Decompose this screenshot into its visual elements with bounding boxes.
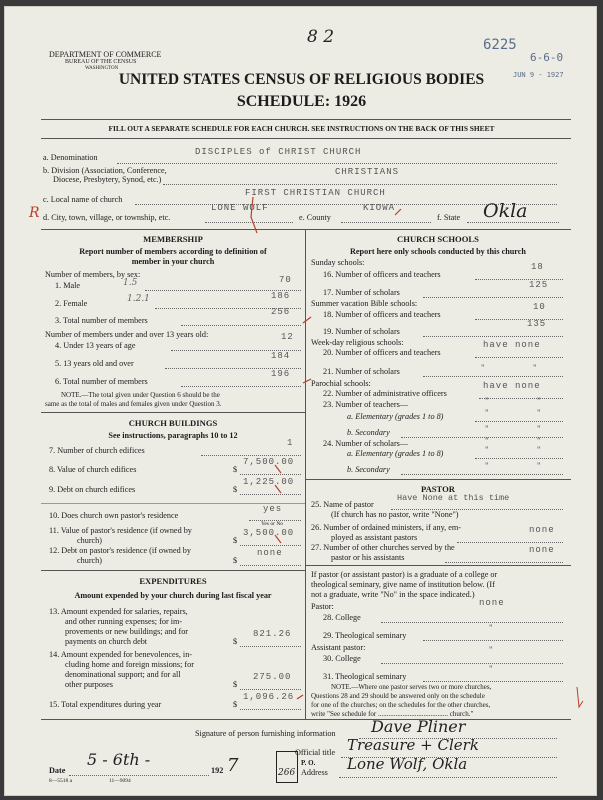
q17-label: 17. Number of scholars bbox=[323, 288, 400, 297]
members-by-age-label: Number of members under and over 13 years old: bbox=[45, 330, 209, 339]
q30-label: 30. College bbox=[323, 654, 361, 663]
q8-value-label: 8. Value of church edifices bbox=[49, 465, 137, 474]
po-address-label: Address bbox=[301, 768, 328, 777]
q1-male-label: 1. Male bbox=[55, 281, 81, 290]
pastor-note: NOTE.—Where one pastor serves two or more churches, bbox=[331, 683, 492, 691]
q4-under-13-label: 4. Under 13 years of age bbox=[55, 341, 136, 350]
city-label: d. City, town, village, or township, etc. bbox=[43, 213, 171, 222]
q15-total-label: 15. Total expenditures during year bbox=[49, 700, 162, 709]
q1-male-note: 1.5 bbox=[123, 278, 138, 288]
q19-label: 19. Number of scholars bbox=[323, 327, 400, 336]
division-label: b. Division (Association, Conference, bbox=[43, 166, 167, 175]
q16-value: 18 bbox=[531, 262, 544, 272]
q6-total-value: 196 bbox=[271, 369, 291, 379]
received-code-stamp: 6-6-0 bbox=[530, 51, 564, 64]
q13-running-expenses-value: 821.26 bbox=[253, 629, 292, 639]
q23b-label: b. Secondary bbox=[347, 428, 390, 437]
local-name-value: FIRST CHRISTIAN CHURCH bbox=[245, 188, 386, 198]
q2-female-value: 186 bbox=[271, 291, 291, 301]
q20-label: 20. Number of officers and teachers bbox=[323, 348, 441, 357]
buildings-title: CHURCH BUILDINGS bbox=[128, 418, 218, 428]
q24-ditto: " bbox=[485, 436, 489, 446]
q23a-label: a. Elementary (grades 1 to 8) bbox=[347, 412, 444, 421]
q14-benevolences-value: 275.00 bbox=[253, 672, 292, 682]
expenditures-title: EXPENDITURES bbox=[139, 576, 207, 586]
q26-label-line2: ployed as assistant pastors bbox=[331, 533, 418, 542]
signature-value: Dave Pliner bbox=[371, 717, 466, 736]
margin-mark: R bbox=[29, 205, 40, 221]
q27-value: none bbox=[529, 545, 555, 555]
buildings-subtitle: See instructions, paragraphs 10 to 12 bbox=[108, 431, 238, 440]
q18-value: 10 bbox=[533, 302, 546, 312]
q23b-ditto-2: " bbox=[537, 424, 541, 434]
pastor-sublabel: Pastor: bbox=[311, 602, 334, 611]
assistant-pastor-sublabel: Assistant pastor: bbox=[311, 643, 366, 652]
q1-male-value: 70 bbox=[279, 275, 292, 285]
q12-residence-debt-label: 12. Debt on pastor's residence (if owned by bbox=[49, 546, 191, 555]
q12-dollar-sign: $ bbox=[233, 556, 238, 565]
print-code: 11—9094 bbox=[109, 778, 131, 784]
pastor-title: PASTOR bbox=[420, 484, 456, 494]
q14-line3: denominational support; and for all bbox=[65, 670, 181, 679]
division-label-line2: Diocese, Presbytery, Synod, etc.) bbox=[53, 175, 162, 184]
q27-label: 27. Number of other churches served by the bbox=[311, 543, 455, 552]
q11-residence-value-label-line2: church) bbox=[77, 536, 103, 545]
q21-label: 21. Number of scholars bbox=[323, 367, 400, 376]
parochial-schools-label: Parochial schools: bbox=[311, 379, 371, 388]
q7-edifices-value: 1 bbox=[287, 438, 294, 448]
q25-note: (If church has no pastor, write "None") bbox=[331, 510, 459, 519]
q25-label: 25. Name of pastor bbox=[311, 500, 374, 509]
bureau-city: WASHINGTON bbox=[85, 66, 119, 71]
q22-value: have none bbox=[483, 381, 541, 391]
bureau-name: BUREAU OF THE CENSUS bbox=[65, 59, 137, 65]
denomination-value: DISCIPLES of CHRIST CHURCH bbox=[195, 147, 362, 157]
q18-label: 18. Number of officers and teachers bbox=[323, 310, 441, 319]
year-prefix: 192 bbox=[211, 766, 224, 775]
summer-schools-label: Summer vacation Bible schools: bbox=[311, 299, 418, 308]
state-value: Okla bbox=[483, 200, 528, 222]
year-value: 7 bbox=[227, 755, 239, 776]
department-name: DEPARTMENT OF COMMERCE bbox=[49, 50, 162, 59]
q3-total-label: 3. Total number of members bbox=[55, 316, 148, 325]
yes-no-hint: Yes or No bbox=[261, 521, 284, 527]
q28-label: 28. College bbox=[323, 613, 361, 622]
pastor-note-line4: write "See schedule for ........................................ church." bbox=[311, 710, 474, 718]
membership-total-note: NOTE.—The total given under Question 6 should be the bbox=[61, 391, 220, 399]
q29-ditto: " bbox=[489, 623, 493, 633]
q3-total-value: 256 bbox=[271, 307, 291, 317]
received-date-stamp: JUN 9 - 1927 bbox=[513, 71, 564, 79]
pastor-note-line2: Questions 28 and 29 should be answered only on the schedule bbox=[311, 692, 485, 700]
q9-dollar-sign: $ bbox=[233, 485, 238, 494]
q14-line4: other purposes bbox=[65, 680, 113, 689]
q11-residence-value-label: 11. Value of pastor's residence (if owned by bbox=[49, 526, 192, 535]
form-code: 8—5518 a bbox=[49, 778, 73, 784]
q24-ditto-2: " bbox=[537, 436, 541, 446]
q15-dollar-sign: $ bbox=[233, 700, 238, 709]
local-name-label: c. Local name of church bbox=[43, 195, 123, 204]
q13-line3: provements or new buildings; and for bbox=[65, 627, 189, 636]
form-instruction: FILL OUT A SEPARATE SCHEDULE FOR EACH CHURCH. SEE INSTRUCTIONS ON THE BACK OF THIS SHEET bbox=[108, 124, 495, 133]
membership-note: Report number of members according to definition of bbox=[79, 247, 267, 256]
q21-ditto-2: " bbox=[533, 363, 537, 373]
q14-dollar-sign: $ bbox=[233, 680, 238, 689]
state-label: f. State bbox=[437, 213, 461, 222]
q9-debt-value: 1,225.00 bbox=[243, 477, 295, 487]
official-title-value: Treasure + Clerk bbox=[347, 736, 479, 754]
po-label: P. O. bbox=[301, 759, 316, 767]
q6-total-label: 6. Total number of members bbox=[55, 377, 148, 386]
q25-value: Have None at this time bbox=[397, 493, 510, 503]
q23a-ditto: " bbox=[485, 408, 489, 418]
q13-line2: and other running expenses; for im- bbox=[65, 617, 183, 626]
q5-over-13-value: 184 bbox=[271, 351, 291, 361]
graduate-instruction-line2: theological seminary, give name of institution below. (If bbox=[311, 580, 495, 589]
q31-ditto: " bbox=[489, 664, 493, 674]
po-box-number: 266 bbox=[278, 768, 296, 778]
q4-under-13-value: 12 bbox=[281, 332, 294, 342]
form-title: UNITED STATES CENSUS OF RELIGIOUS BODIES bbox=[118, 71, 485, 88]
q27-label-line2: pastor or his assistants bbox=[331, 553, 405, 562]
q12-residence-debt-label-line2: church) bbox=[77, 556, 103, 565]
q10-own-residence-label: 10. Does church own pastor's residence bbox=[49, 511, 179, 520]
q30-ditto: " bbox=[489, 645, 493, 655]
q9-debt-label: 9. Debt on church edifices bbox=[49, 485, 136, 494]
q12-residence-debt-value: none bbox=[257, 548, 283, 558]
official-title-label: Official title bbox=[295, 748, 336, 757]
q24b-ditto-2: " bbox=[537, 461, 541, 471]
q22-label: 22. Number of administrative officers bbox=[323, 389, 447, 398]
q16-label: 16. Number of officers and teachers bbox=[323, 270, 441, 279]
denomination-label: a. Denomination bbox=[43, 153, 98, 162]
q2-female-label: 2. Female bbox=[55, 299, 88, 308]
membership-total-note-line2: same as the total of males and females given under Question 3. bbox=[45, 400, 222, 408]
q11-dollar-sign: $ bbox=[233, 536, 238, 545]
membership-title: MEMBERSHIP bbox=[143, 234, 203, 244]
members-by-sex-label: Number of members, by sex: bbox=[45, 270, 141, 279]
pastor-note-line3: for one of the churches; on the schedules for the other churches, bbox=[311, 701, 491, 709]
q29-label: 29. Theological seminary bbox=[323, 631, 407, 640]
q23-label: 23. Number of teachers— bbox=[323, 400, 409, 409]
po-address-value: Lone Wolf, Okla bbox=[347, 755, 468, 773]
signature-label: Signature of person furnishing information bbox=[195, 729, 336, 738]
q10-own-residence-value: yes bbox=[263, 504, 283, 514]
file-number-stamp: 6225 bbox=[483, 37, 517, 53]
q5-over-13-label: 5. 13 years old and over bbox=[55, 359, 134, 368]
q13-dollar-sign: $ bbox=[233, 637, 238, 646]
expenditures-subtitle: Amount expended by your church during last fiscal year bbox=[74, 591, 272, 600]
q26-value: none bbox=[529, 525, 555, 535]
census-form-page bbox=[4, 6, 597, 796]
q24a-ditto: " bbox=[485, 445, 489, 455]
q31-label: 31. Theological seminary bbox=[323, 672, 407, 681]
q14-benevolences-label: 14. Amount expended for benevolences, in- bbox=[49, 650, 193, 659]
q23-ditto-2: " bbox=[537, 396, 541, 406]
graduate-instruction: If pastor (or assistant pastor) is a graduate of a college or bbox=[311, 570, 498, 579]
q15-total-value: 1,096.26 bbox=[243, 692, 295, 702]
page-number-mark: 8 2 bbox=[307, 27, 335, 47]
q8-dollar-sign: $ bbox=[233, 465, 238, 474]
q19-value: 135 bbox=[527, 319, 547, 329]
sunday-schools-label: Sunday schools: bbox=[311, 258, 365, 267]
q26-label: 26. Number of ordained ministers, if any, em- bbox=[311, 523, 461, 532]
q24a-ditto-2: " bbox=[537, 445, 541, 455]
q21-ditto: " bbox=[481, 363, 485, 373]
date-label: Date bbox=[49, 766, 66, 775]
q23b-ditto: " bbox=[485, 424, 489, 434]
q17-value: 125 bbox=[529, 280, 549, 290]
q14-line2: cluding home and foreign missions; for bbox=[65, 660, 194, 669]
q20-value: have none bbox=[483, 340, 541, 350]
q23-ditto: " bbox=[485, 396, 489, 406]
county-value: KIOWA bbox=[363, 203, 396, 213]
q24-label: 24. Number of scholars— bbox=[323, 439, 409, 448]
graduate-instruction-line3: not a graduate, write "No" in the space indicated.) bbox=[311, 590, 475, 599]
q11-residence-value-value: 3,500.00 bbox=[243, 528, 295, 538]
division-value: CHRISTIANS bbox=[335, 167, 400, 177]
schools-subtitle: Report here only schools conducted by this church bbox=[350, 247, 526, 256]
q28-value: none bbox=[479, 598, 505, 608]
q24b-label: b. Secondary bbox=[347, 465, 390, 474]
form-subtitle: SCHEDULE: 1926 bbox=[236, 93, 367, 110]
schools-title: CHURCH SCHOOLS bbox=[397, 234, 479, 244]
q23a-ditto-2: " bbox=[537, 408, 541, 418]
q8-value-value: 7,500.00 bbox=[243, 457, 295, 467]
red-pencil-marks bbox=[5, 7, 598, 797]
q13-line4: payments on church debt bbox=[65, 637, 148, 646]
q2-female-note: 1.2.1 bbox=[127, 294, 150, 304]
q13-running-expenses-label: 13. Amount expended for salaries, repairs, bbox=[49, 607, 188, 616]
date-value: 5 - 6th - bbox=[87, 750, 151, 769]
city-value: LONE WOLF bbox=[211, 203, 269, 213]
q24b-ditto: " bbox=[485, 461, 489, 471]
weekday-schools-label: Week-day religious schools: bbox=[311, 338, 404, 347]
q24a-label: a. Elementary (grades 1 to 8) bbox=[347, 449, 444, 458]
county-label: e. County bbox=[299, 213, 331, 222]
q7-edifices-label: 7. Number of church edifices bbox=[49, 446, 145, 455]
membership-note-line2: member in your church bbox=[131, 257, 215, 266]
